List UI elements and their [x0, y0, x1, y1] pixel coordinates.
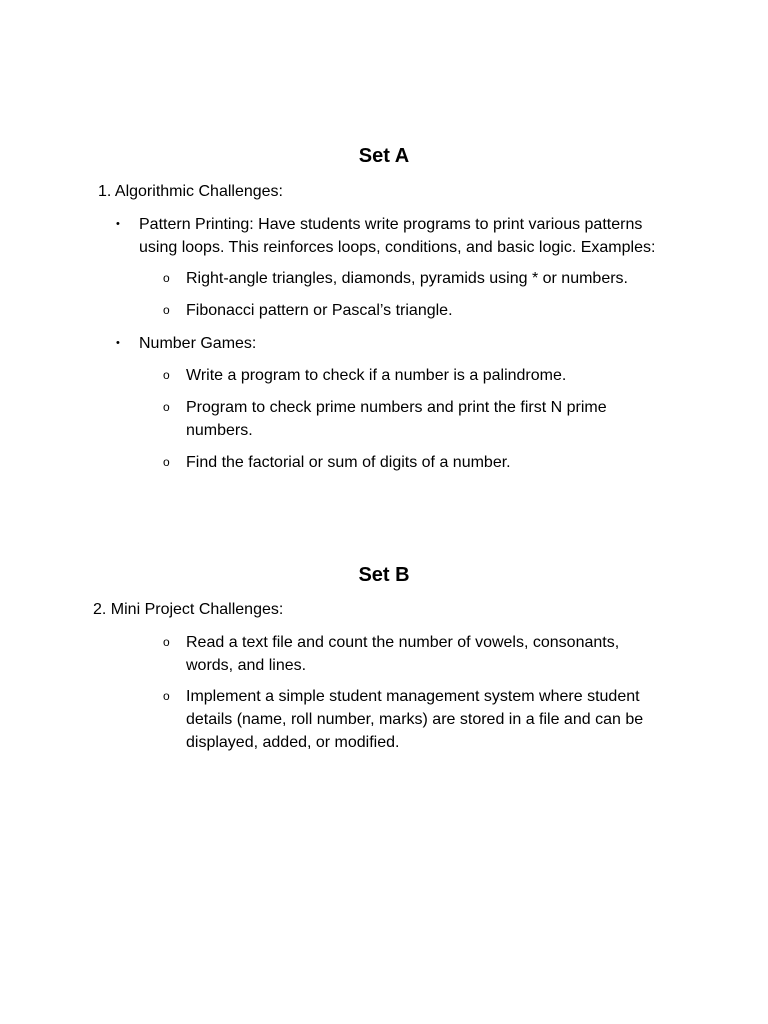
sub-bullet-marker: o: [163, 303, 170, 317]
number-item-factorial: Find the factorial or sum of digits of a number.: [186, 454, 511, 471]
sub-bullet-marker: o: [163, 689, 170, 703]
sub-bullet-marker: o: [163, 400, 170, 414]
pattern-item-triangles: Right-angle triangles, diamonds, pyramids using * or numbers.: [186, 270, 628, 287]
set-a-title: Set A: [358, 145, 410, 167]
sub-bullet-marker: o: [163, 271, 170, 285]
bullet-marker: •: [116, 337, 120, 349]
project-item-text-file: Read a text file and count the number of vowels, consonants, words, and lines.: [186, 634, 620, 674]
sub-bullet-marker: o: [163, 635, 170, 649]
set-b-title: Set B: [358, 564, 410, 586]
bullet-marker: •: [116, 218, 120, 230]
algorithmic-challenges-label: 1. Algorithmic Challenges:: [98, 183, 283, 200]
pattern-item-fibonacci: Fibonacci pattern or Pascal’s triangle.: [186, 302, 453, 319]
mini-project-label: 2. Mini Project Challenges:: [93, 601, 284, 618]
sub-bullet-marker: o: [163, 455, 170, 469]
pattern-printing-text: Pattern Printing: Have students write programs to print various patterns using loops. This reinforces loops, conditions, and basic logic. Examples:: [139, 216, 656, 256]
sub-bullet-marker: o: [163, 368, 170, 382]
number-item-palindrome: Write a program to check if a number is a palindrome.: [186, 367, 567, 384]
project-item-student-system: Implement a simple student management system where student details (name, roll number, marks) are stored in a file and can be displayed, added, or modified.: [186, 688, 644, 751]
number-item-prime: Program to check prime numbers and print the first N prime numbers.: [186, 399, 607, 439]
number-games-label: Number Games:: [139, 335, 257, 352]
